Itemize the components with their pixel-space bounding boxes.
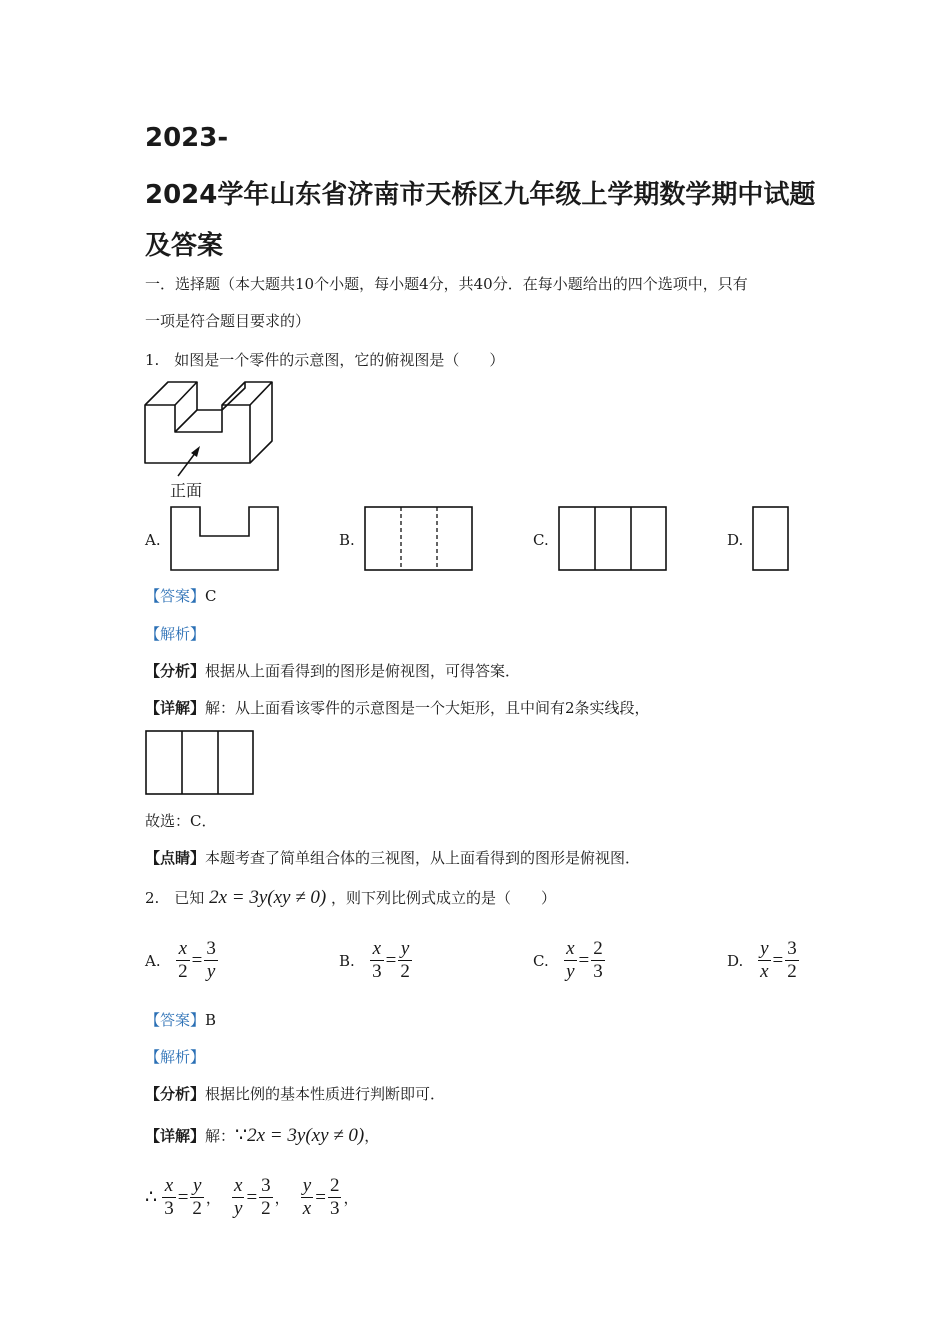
- dianjing-tag: 【点睛】: [145, 849, 206, 867]
- q2-results: ∴ $\frac{x}{3}$ = $\frac{y}{2}$ ， $\frac{x}{y}$ = $\frac{3}{2}$ ， $\frac{y}{x}$ = $\frac{2}{3}$ ，: [145, 1175, 359, 1219]
- answer-tag: 【答案】: [145, 1011, 206, 1029]
- q2-option-b: B. $\frac{x}{3}$ = $\frac{y}{2}$: [339, 938, 410, 982]
- q1-analysis-tag: 【解析】: [145, 625, 206, 643]
- xiangjie-comma: ，: [364, 1127, 380, 1145]
- xiangjie-condition: 2x = 3y(xy ≠ 0): [247, 1125, 365, 1146]
- q2-option-d: D. $\frac{y}{x}$ = $\frac{3}{2}$: [727, 938, 797, 982]
- q2-option-a: A. $\frac{x}{2}$ = $\frac{3}{y}$: [145, 938, 216, 982]
- answer-value: B: [205, 1011, 217, 1029]
- therefore-symbol: ∴: [145, 1187, 158, 1208]
- answer-tag: 【答案】: [145, 587, 206, 605]
- q2-xiangjie: [145, 1124, 379, 1147]
- answer-value: C: [205, 587, 217, 605]
- q1-option-d-label: D.: [727, 531, 744, 549]
- q2-stem: [145, 887, 556, 909]
- xiangjie-tag: 【详解】: [145, 699, 206, 717]
- q2-fenxi: [145, 1083, 445, 1104]
- because-symbol: ∵: [235, 1125, 248, 1146]
- q2-option-c: C. $\frac{x}{y}$ = $\frac{2}{3}$: [533, 938, 603, 982]
- q1-dianjing: [145, 847, 640, 868]
- q1-figure-label: 正面: [170, 481, 203, 500]
- fenxi-text: 根据比例的基本性质进行判断即可．: [205, 1085, 446, 1103]
- q2-condition: 2x = 3y(xy ≠ 0): [209, 887, 327, 908]
- q2-answer: [145, 1009, 216, 1030]
- dianjing-text: 本题考查了简单组合体的三视图，从上面看得到的图形是俯视图．: [205, 849, 641, 867]
- q1-option-b-label: B.: [339, 531, 355, 549]
- doc-title-line3: 及答案: [145, 231, 224, 261]
- q1-option-c-label: C.: [533, 531, 549, 549]
- doc-title-line1: 2023-: [145, 123, 229, 153]
- fenxi-tag: 【分析】: [145, 662, 206, 680]
- q2-analysis-tag: 【解析】: [145, 1048, 206, 1066]
- xiangjie-tag: 【详解】: [145, 1127, 206, 1145]
- section-heading-cont: 一项是符合题目要求的）: [145, 312, 311, 330]
- q1-conclusion: 故选：C．: [145, 812, 217, 830]
- q2-stem-suffix: ，则下列比例式成立的是（ ）: [331, 889, 557, 907]
- q1-stem: 1. 如图是一个零件的示意图，它的俯视图是（ ）: [145, 351, 505, 369]
- q1-option-a-label: A.: [145, 531, 161, 549]
- fenxi-text: 根据从上面看得到的图形是俯视图，可得答案．: [205, 662, 521, 680]
- doc-title-line2: 2024学年山东省济南市天桥区九年级上学期数学期中试题: [145, 180, 816, 210]
- xiangjie-text: 解：从上面看该零件的示意图是一个大矩形，且中间有2条实线段，: [205, 699, 650, 717]
- xiangjie-prefix: 解：: [205, 1127, 236, 1145]
- q2-stem-prefix: 2. 已知: [145, 889, 205, 907]
- section-heading: 一．选择题（本大题共10个小题，每小题4分，共40分．在每小题给出的四个选项中，只有: [145, 275, 748, 293]
- fenxi-tag: 【分析】: [145, 1085, 206, 1103]
